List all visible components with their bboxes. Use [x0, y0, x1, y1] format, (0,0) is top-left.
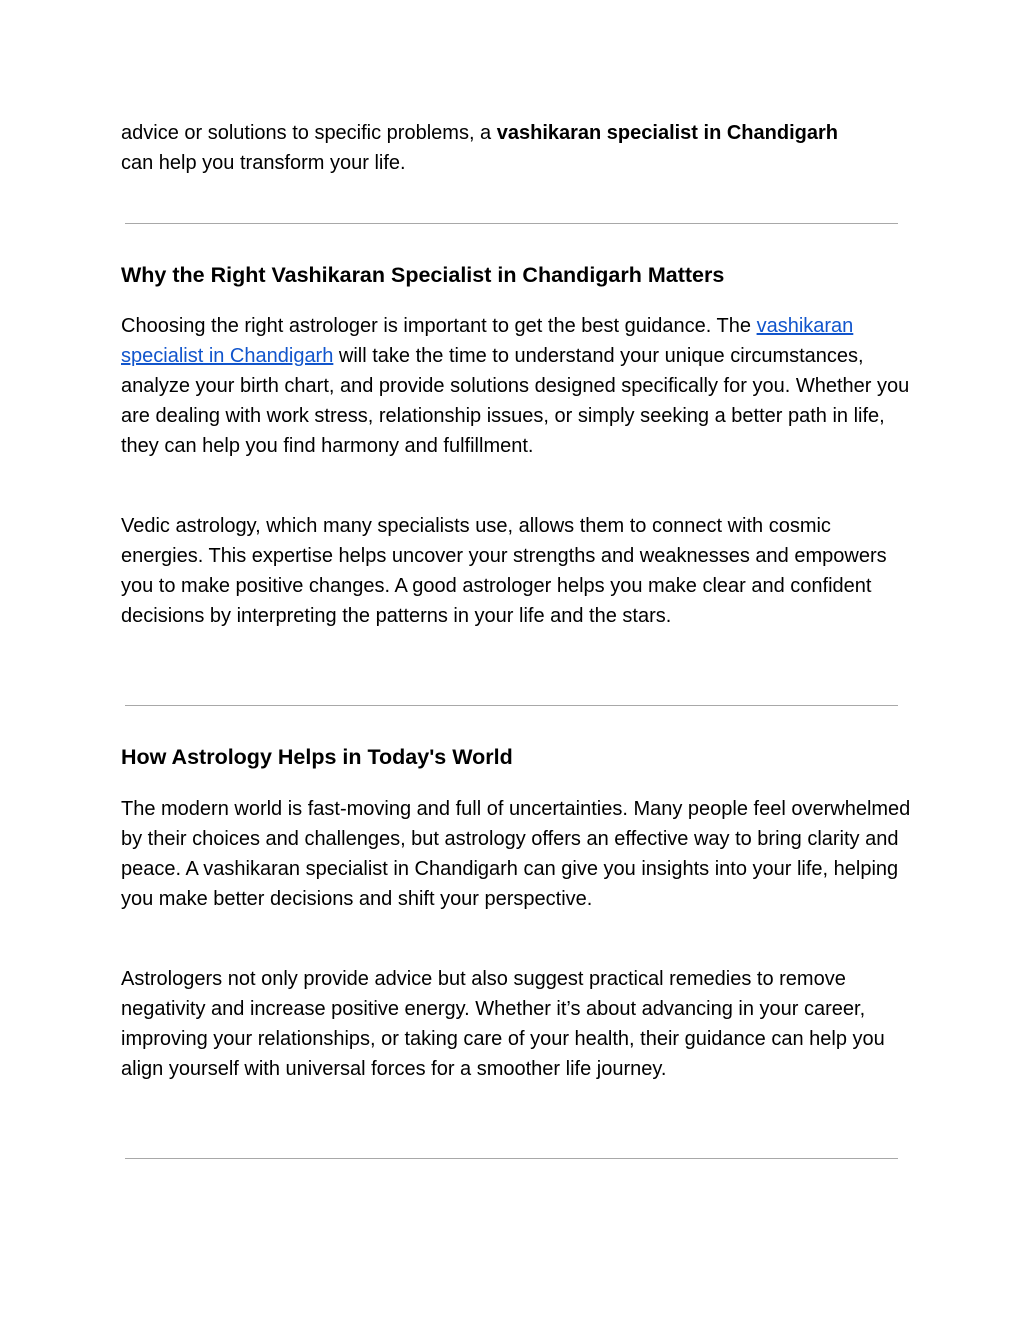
section-heading: Why the Right Vashikaran Specialist in Chandigarh Matters	[121, 263, 725, 287]
section1-paragraph-1	[121, 311, 911, 461]
intro-paragraph	[121, 118, 911, 178]
intro-text-before: advice or solutions to specific problems, a	[121, 122, 497, 144]
divider	[125, 705, 898, 706]
section-heading: How Astrology Helps in Today's World	[121, 745, 513, 769]
section2-paragraph-2: Astrologers not only provide advice but also suggest practical remedies to remove negativity and increase positive energy. Whether it’s about advancing in your career, improving your relationships, or taking care of your health, their guidance can help you align yourself with universal forces for a smoother life journey.	[121, 968, 885, 1080]
divider	[125, 223, 898, 224]
divider	[125, 1158, 898, 1159]
section2-paragraph-1: The modern world is fast-moving and full of uncertainties. Many people feel overwhelmed by their choices and challenges, but astrology offers an effective way to bring clarity and peace. A vashikaran specialist in Chandigarh can give you insights into your life, helping you make better decisions and shift your perspective.	[121, 798, 911, 910]
section1-paragraph-2: Vedic astrology, which many specialists use, allows them to connect with cosmic energies. This expertise helps uncover your strengths and weaknesses and empowers you to make positive changes. A good astrologer helps you make clear and confident decisions by interpreting the patterns in your life and the stars.	[121, 515, 887, 627]
vashikaran-specialist-link[interactable]: vashikaran specialist in Chandigarh	[121, 315, 854, 367]
intro-bold-keyword: vashikaran specialist in Chandigarh	[496, 122, 838, 144]
section1-p1-text-before: Choosing the right astrologer is important to get the best guidance. The	[121, 315, 757, 337]
section1-p1-text-after: will take the time to understand your unique circumstances, analyze your birth chart, and provide solutions designed specifically for you. Whether you are dealing with work stress, relationship issues, or simply seeking a better path in life, they can help you find harmony and fulfillment.	[121, 345, 910, 457]
intro-text-after: can help you transform your life.	[121, 152, 406, 174]
